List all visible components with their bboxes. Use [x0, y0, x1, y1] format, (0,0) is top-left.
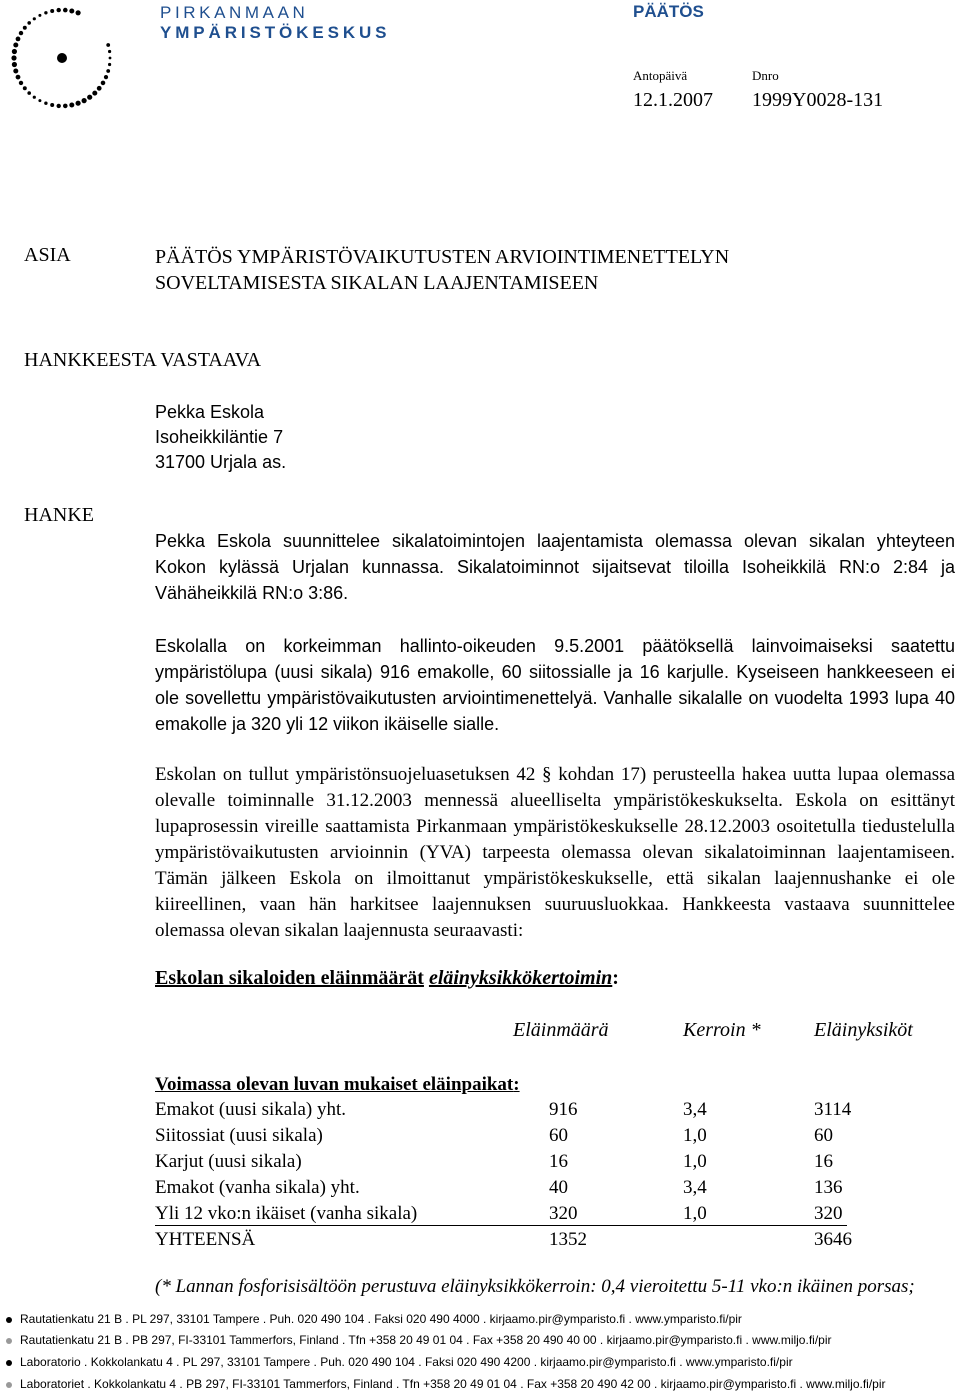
logo-dot — [82, 98, 87, 103]
table-row — [0, 1177, 960, 1203]
cell-elainmaara: 40 — [549, 1177, 568, 1198]
logo-dot — [87, 95, 92, 100]
footer-line-3 — [6, 1355, 793, 1369]
logo-dot — [27, 21, 31, 25]
footer-line-1 — [6, 1312, 742, 1326]
cell-elainmaara: 60 — [549, 1125, 568, 1146]
logo-dot — [19, 81, 23, 85]
logo-dot — [27, 91, 31, 95]
logo-dot — [97, 86, 102, 91]
cell-elainmaara: 320 — [549, 1203, 578, 1224]
logo-dot — [33, 96, 36, 99]
logo-dot — [44, 11, 47, 14]
dnro-label: Dnro — [752, 68, 779, 83]
logo-dot — [33, 17, 36, 20]
logo-dot — [69, 103, 74, 108]
cell-kerroin: 3,4 — [683, 1177, 707, 1198]
cell-category: Karjut (uusi sikala) — [155, 1151, 302, 1172]
document-type: PÄÄTÖS — [633, 2, 704, 21]
table-heading-colon: : — [612, 967, 619, 989]
table-total-row — [0, 1229, 960, 1255]
logo-dot — [16, 37, 21, 42]
cell-elainyksikot: 16 — [814, 1151, 833, 1172]
cell-category: YHTEENSÄ — [155, 1229, 256, 1250]
logo-dot — [101, 81, 106, 86]
logo-dot — [106, 43, 110, 47]
table-heading-part2: eläinyksikkökertoimin — [428, 967, 613, 989]
cell-elainyksikot: 3114 — [814, 1099, 852, 1120]
footer-text: Rautatienkatu 21 B . PB 297, FI-33101 Tammerfors, Finland . Tfn +358 20 49 01 04 . Fax +358 20 490 40 00 . kirjaamo.pir@ymparisto.fi . www.miljo.fi/pir — [20, 1333, 832, 1347]
vastaava-street: Isoheikkiläntie 7 — [155, 427, 284, 447]
cell-elainyksikot: 136 — [814, 1177, 843, 1198]
cell-elainyksikot: 60 — [814, 1125, 833, 1146]
hanke-paragraph-1: Pekka Eskola suunnittelee sikalatoimintojen laajentamista olemassa olevan sikalan yhteyteen Kokon kylässä Urjalan kunnassa. Sikalatoiminnot sijaitsevat tiloilla Isoheikkilä RN:o 2:84 ja Vähäheikkilä RN:o 3:86. — [155, 531, 955, 603]
asia-label: ASIA — [24, 244, 71, 266]
cell-category: Emakot (uusi sikala) yht. — [155, 1099, 347, 1120]
bullet-icon — [6, 1360, 12, 1366]
column-header-kerroin: Kerroin * — [683, 1019, 761, 1041]
cell-elainmaara: 916 — [549, 1099, 578, 1120]
table-row — [0, 1125, 960, 1151]
logo-dot — [63, 8, 68, 13]
column-header-elainyksikot: Eläinyksiköt — [814, 1019, 913, 1041]
logo-dot — [50, 103, 54, 107]
cell-kerroin: 1,0 — [683, 1151, 707, 1172]
hanke-paragraph-3: Eskolan on tullut ympäristönsuojeluasetuksen 42 § kohdan 17) perusteella hakea uutta lupaa olemassa olevalle toiminnalle 31.12.2003 mennessä alueelliselta ympäristökeskukselta. Eskola on esittänyt lupaprosessin vireille saattamista Pirkanmaan ympäristökeskukselle 28.12.2003 osoitetulla tiedustelulla ympäristövaikutusten arvioinnin (YVA) tarpeesta olemassa olevan sikalatoiminnan laajentamiseen. Tämän jälkeen Eskola on ilmoittanut ympäristökeskukselle, että sikalan laajennushanke ei ole kiireellinen, vaan hän harkitsee laajennuksen suuruusluokkaa. Hankkeesta vastaava suunnittelee olemassa olevan sikalan laajennusta seuraavasti: — [155, 764, 955, 941]
logo-dot — [108, 50, 111, 53]
table-heading — [155, 967, 619, 990]
table-row — [0, 1151, 960, 1177]
cell-elainyksikot: 3646 — [814, 1229, 852, 1250]
cell-kerroin: 3,4 — [683, 1099, 707, 1120]
cell-category: Siitossiat (uusi sikala) — [155, 1125, 323, 1146]
bullet-icon — [6, 1317, 12, 1323]
date-value: 12.1.2007 — [633, 89, 713, 111]
subject-line1: PÄÄTÖS YMPÄRISTÖVAIKUTUSTEN ARVIOINTIMENETTELYN — [155, 246, 730, 268]
table-heading-part1: Eskolan sikaloiden eläinmäärät — [155, 967, 424, 989]
table-row — [0, 1099, 960, 1125]
cell-elainyksikot: 320 — [814, 1203, 843, 1224]
logo-dot — [104, 75, 108, 79]
logo-dot — [11, 55, 16, 60]
cell-elainmaara: 16 — [549, 1151, 568, 1172]
logo-dot — [13, 69, 18, 74]
logo-dot — [12, 49, 17, 54]
dotted-circle-logo — [0, 0, 122, 118]
logo-dot — [108, 63, 111, 66]
hanke-label: HANKE — [24, 504, 94, 526]
logo-dot — [19, 31, 23, 35]
logo-dot — [13, 43, 18, 48]
logo-dot — [50, 9, 54, 13]
logo-dot — [44, 102, 47, 105]
table-subheading: Voimassa olevan luvan mukaiset eläinpaikat: — [155, 1074, 520, 1095]
org-name-line2: YMPÄRISTÖKESKUS — [160, 23, 391, 42]
logo-dot — [76, 101, 81, 106]
cell-kerroin: 1,0 — [683, 1203, 707, 1224]
cell-category: Emakot (vanha sikala) yht. — [155, 1177, 360, 1198]
table-footnote: (* Lannan fosforisisältöön perustuva eläinyksikkökerroin: 0,4 vieroitettu 5-11 vko:n ikäinen porsas; — [155, 1276, 915, 1297]
bullet-icon — [6, 1338, 12, 1344]
logo-dot — [38, 99, 41, 102]
cell-elainmaara: 1352 — [549, 1229, 587, 1250]
logo-dot — [38, 14, 41, 17]
table-total-divider — [155, 1225, 847, 1226]
footer-text: Laboratoriet . Kokkolankatu 4 . PB 297, FI-33101 Tammerfors, Finland . Tfn +358 20 49 01 04 . Fax +358 20 490 42 00 . kirjaamo.pir@ymparisto.fi . www.miljo.fi/pir — [20, 1377, 886, 1391]
logo-dot — [12, 62, 17, 67]
logo-dot — [57, 104, 61, 108]
vastaava-label: HANKKEESTA VASTAAVA — [24, 349, 262, 371]
logo-dot — [109, 57, 112, 60]
subject-line2: SOVELTAMISESTA SIKALAN LAAJENTAMISEEN — [155, 272, 599, 294]
logo-dot — [92, 91, 97, 96]
dnro-value: 1999Y0028-131 — [752, 89, 884, 111]
footer-text: Rautatienkatu 21 B . PL 297, 33101 Tampere . Puh. 020 490 104 . Faksi 020 490 4000 . kirjaamo.pir@ymparisto.fi . www.ymparisto.fi/pir — [20, 1312, 742, 1326]
logo-dot — [76, 10, 81, 15]
bullet-icon — [6, 1382, 12, 1388]
org-name-line1: PIRKANMAAN — [160, 3, 309, 22]
hanke-paragraph-2: Eskolalla on korkeimman hallinto-oikeuden 9.5.2001 päätöksellä lainvoimaiseksi saatettu ympäristölupa (uusi sikala) 916 emakolle, 60 siitossialle ja 16 karjulle. Kyseiseen hankkeeseen ei ole sovellettu ympäristövaikutusten arviointimenettelyä. Vanhalle sikalalle on vuodelta 1993 lupa 40 emakolle ja 320 yli 12 viikon ikäiselle sialle. — [155, 636, 955, 734]
logo-dot — [63, 104, 68, 109]
date-label: Antopäivä — [633, 68, 688, 83]
cell-category: Yli 12 vko:n ikäiset (vanha sikala) — [155, 1203, 418, 1224]
logo-dot — [69, 9, 74, 14]
footer-line-2 — [6, 1333, 832, 1347]
column-header-elainmaara: Eläinmäärä — [513, 1019, 609, 1041]
logo-dot — [23, 86, 27, 90]
footer-text: Laboratorio . Kokkolankatu 4 . PL 297, 33101 Tampere . Puh. 020 490 104 . Faksi 020 490 4200 . kirjaamo.pir@ymparisto.fi . www.ymparisto.fi/pir — [20, 1355, 793, 1369]
logo-dot — [106, 69, 110, 73]
vastaava-city: 31700 Urjala as. — [155, 452, 287, 472]
footer-line-4 — [6, 1377, 886, 1391]
logo-dot — [57, 8, 61, 12]
table-subheading-text: Voimassa olevan luvan mukaiset eläinpaikat — [155, 1074, 514, 1095]
logo-dot — [23, 26, 27, 30]
vastaava-name: Pekka Eskola — [155, 402, 265, 422]
cell-kerroin: 1,0 — [683, 1125, 707, 1146]
logo-dot — [16, 75, 21, 80]
